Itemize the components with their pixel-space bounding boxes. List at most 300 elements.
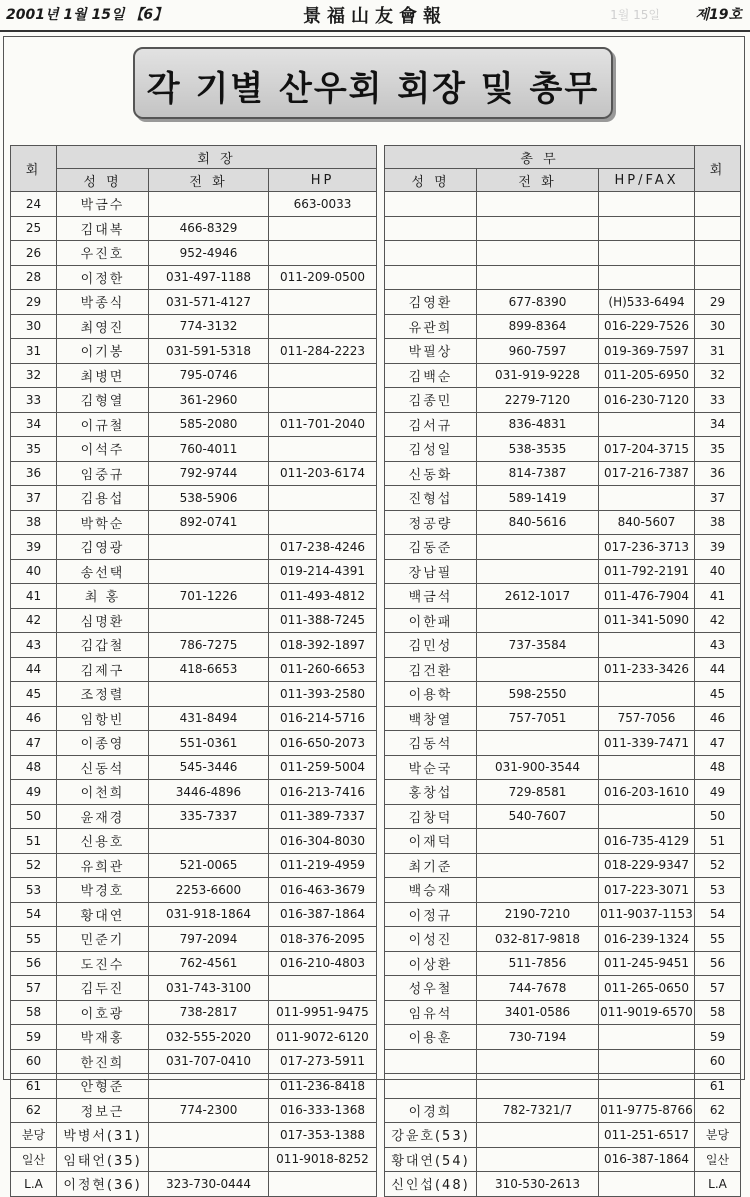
phone-cell <box>149 1074 269 1099</box>
phone-cell: 310-530-2613 <box>477 1172 599 1197</box>
hp-cell <box>269 437 377 462</box>
hp-cell <box>599 486 695 511</box>
table-row <box>11 388 377 413</box>
phone-cell <box>477 1074 599 1099</box>
table-row <box>385 535 741 560</box>
hp-cell <box>599 241 695 266</box>
phone-cell: 730-7194 <box>477 1025 599 1050</box>
president-group-header: 회 장 <box>57 146 377 169</box>
issue-date: 2001년 1월 15일 【6】 <box>6 7 168 23</box>
phone-cell: 782-7321/7 <box>477 1098 599 1123</box>
gen-cell: 분당 <box>695 1123 741 1148</box>
name-cell: 김성일 <box>385 437 477 462</box>
name-cell: 이호광 <box>57 1000 149 1025</box>
hp-cell <box>269 241 377 266</box>
table-row <box>11 878 377 903</box>
hp-cell: 011-233-3426 <box>599 657 695 682</box>
hp-cell: 011-209-0500 <box>269 265 377 290</box>
hp-cell: 018-392-1897 <box>269 633 377 658</box>
hp-cell: 019-214-4391 <box>269 559 377 584</box>
table-row <box>11 1000 377 1025</box>
gen-cell: 38 <box>11 510 57 535</box>
hp-cell: 016-230-7120 <box>599 388 695 413</box>
phone-cell: 786-7275 <box>149 633 269 658</box>
hp-cell <box>269 290 377 315</box>
name-cell: 정보근 <box>57 1098 149 1123</box>
name-cell: 박종식 <box>57 290 149 315</box>
gen-cell: 55 <box>11 927 57 952</box>
gen-cell: 33 <box>11 388 57 413</box>
table-row <box>11 559 377 584</box>
hp-cell <box>269 314 377 339</box>
hp-cell: 011-9019-6570 <box>599 1000 695 1025</box>
name-cell: 최 홍 <box>57 584 149 609</box>
hp-cell: 011-493-4812 <box>269 584 377 609</box>
phone-cell <box>149 1147 269 1172</box>
hp-cell: 011-339-7471 <box>599 731 695 756</box>
table-row <box>385 241 741 266</box>
gen-cell: 45 <box>695 682 741 707</box>
gen-cell: 48 <box>11 755 57 780</box>
phone-cell: 031-571-4127 <box>149 290 269 315</box>
table-row <box>11 1172 377 1197</box>
table-row <box>11 290 377 315</box>
phone-cell: 729-8581 <box>477 780 599 805</box>
name-cell: 김갑철 <box>57 633 149 658</box>
gen-cell: 60 <box>11 1049 57 1074</box>
table-row <box>11 608 377 633</box>
name-cell: 임태언(35) <box>57 1147 149 1172</box>
table-row <box>11 804 377 829</box>
gen-cell: 42 <box>695 608 741 633</box>
name-cell: 진형섭 <box>385 486 477 511</box>
table-row <box>11 682 377 707</box>
table-row <box>385 363 741 388</box>
hp-cell: 016-304-8030 <box>269 829 377 854</box>
gen-cell: 51 <box>11 829 57 854</box>
name-cell: 이정한 <box>57 265 149 290</box>
phone-cell <box>149 1123 269 1148</box>
name-cell: 이정규 <box>385 902 477 927</box>
phone-cell: 538-5906 <box>149 486 269 511</box>
gen-cell: 40 <box>11 559 57 584</box>
hp-cell: 011-9072-6120 <box>269 1025 377 1050</box>
phone-cell: 335-7337 <box>149 804 269 829</box>
gen-header: 회 <box>695 146 741 192</box>
table-row <box>11 1025 377 1050</box>
gen-cell <box>695 216 741 241</box>
phone-cell: 466-8329 <box>149 216 269 241</box>
gen-cell: 43 <box>11 633 57 658</box>
gen-cell: 30 <box>11 314 57 339</box>
hp-cell: 663-0033 <box>269 192 377 217</box>
hp-cell: 011-219-4959 <box>269 853 377 878</box>
name-cell <box>385 265 477 290</box>
gen-header: 회 <box>11 146 57 192</box>
gen-cell: 46 <box>11 706 57 731</box>
gen-cell: 분당 <box>11 1123 57 1148</box>
name-cell: 박병서(31) <box>57 1123 149 1148</box>
gen-cell: 37 <box>11 486 57 511</box>
phone-cell: 031-707-0410 <box>149 1049 269 1074</box>
phone-cell: 031-743-3100 <box>149 976 269 1001</box>
gen-cell: 62 <box>695 1098 741 1123</box>
table-row <box>385 265 741 290</box>
gen-cell: 58 <box>11 1000 57 1025</box>
phone-cell: 545-3446 <box>149 755 269 780</box>
hp-cell <box>599 412 695 437</box>
name-cell: 임항빈 <box>57 706 149 731</box>
table-row <box>385 192 741 217</box>
table-row <box>11 216 377 241</box>
name-cell: 이경희 <box>385 1098 477 1123</box>
name-cell: 김대복 <box>57 216 149 241</box>
name-cell: 심명환 <box>57 608 149 633</box>
table-row <box>11 706 377 731</box>
table-row <box>11 510 377 535</box>
phone-cell: 589-1419 <box>477 486 599 511</box>
hp-cell: 016-214-5716 <box>269 706 377 731</box>
hp-cell: 016-650-2073 <box>269 731 377 756</box>
hp-cell: 017-353-1388 <box>269 1123 377 1148</box>
table-row <box>385 951 741 976</box>
gen-cell: 46 <box>695 706 741 731</box>
table-row <box>385 829 741 854</box>
table-row <box>11 314 377 339</box>
hp-cell: 011-265-0650 <box>599 976 695 1001</box>
gen-cell: 41 <box>11 584 57 609</box>
phone-cell <box>477 1147 599 1172</box>
name-cell: 김종민 <box>385 388 477 413</box>
hp-cell: 011-388-7245 <box>269 608 377 633</box>
gen-cell: 61 <box>11 1074 57 1099</box>
name-cell: 유희관 <box>57 853 149 878</box>
phone-cell: 2190-7210 <box>477 902 599 927</box>
table-row <box>385 559 741 584</box>
hp-cell <box>599 633 695 658</box>
gen-cell: 31 <box>695 339 741 364</box>
table-row <box>11 1098 377 1123</box>
table-row <box>11 1049 377 1074</box>
hp-cell: 016-387-1864 <box>269 902 377 927</box>
phone-cell: 3446-4896 <box>149 780 269 805</box>
table-row <box>385 682 741 707</box>
phone-cell <box>149 682 269 707</box>
table-row <box>11 780 377 805</box>
hp-cell: 018-229-9347 <box>599 853 695 878</box>
name-cell: 신용호 <box>57 829 149 854</box>
table-row <box>385 731 741 756</box>
table-row <box>11 363 377 388</box>
name-cell: 최영진 <box>57 314 149 339</box>
hp-cell <box>599 216 695 241</box>
table-row <box>385 1074 741 1099</box>
table-row <box>385 388 741 413</box>
name-cell: 이정현(36) <box>57 1172 149 1197</box>
secretary-table <box>384 145 741 1197</box>
name-cell: 김민성 <box>385 633 477 658</box>
phone-cell: 538-3535 <box>477 437 599 462</box>
table-row <box>11 339 377 364</box>
hp-cell: 011-792-2191 <box>599 559 695 584</box>
hp-cell: 016-213-7416 <box>269 780 377 805</box>
name-cell: 김영환 <box>385 290 477 315</box>
name-cell: 박순국 <box>385 755 477 780</box>
name-cell: 신동석 <box>57 755 149 780</box>
table-row <box>385 412 741 437</box>
name-cell: 김창덕 <box>385 804 477 829</box>
table-row <box>11 755 377 780</box>
hp-cell: 016-463-3679 <box>269 878 377 903</box>
page-header <box>0 0 750 32</box>
table-row <box>11 657 377 682</box>
gen-cell <box>695 192 741 217</box>
table-row <box>385 461 741 486</box>
hp-cell <box>599 265 695 290</box>
phone-cell <box>477 192 599 217</box>
issue-number: 제19호 <box>695 7 742 23</box>
name-cell: 임유석 <box>385 1000 477 1025</box>
hp-cell <box>269 486 377 511</box>
phone-cell: 2279-7120 <box>477 388 599 413</box>
phone-cell <box>149 608 269 633</box>
table-row <box>385 780 741 805</box>
name-cell: 최기준 <box>385 853 477 878</box>
gen-cell: 35 <box>695 437 741 462</box>
name-cell: 강윤호(53) <box>385 1123 477 1148</box>
name-cell: 안형준 <box>57 1074 149 1099</box>
name-cell: 김건환 <box>385 657 477 682</box>
name-cell: 정공량 <box>385 510 477 535</box>
phone-header: 전 화 <box>477 169 599 192</box>
table-row <box>11 976 377 1001</box>
hp-cell <box>269 976 377 1001</box>
hp-cell: 840-5607 <box>599 510 695 535</box>
gen-cell: 47 <box>695 731 741 756</box>
phone-cell: 540-7607 <box>477 804 599 829</box>
name-cell <box>385 1074 477 1099</box>
phone-cell: 762-4561 <box>149 951 269 976</box>
table-row <box>385 584 741 609</box>
name-cell: 김용섭 <box>57 486 149 511</box>
name-cell: 이용학 <box>385 682 477 707</box>
name-header: 성 명 <box>385 169 477 192</box>
table-row <box>385 633 741 658</box>
hp-cell: 011-284-2223 <box>269 339 377 364</box>
phone-cell: 744-7678 <box>477 976 599 1001</box>
gen-cell: 56 <box>11 951 57 976</box>
table-row <box>385 1025 741 1050</box>
table-row <box>385 1000 741 1025</box>
hp-cell <box>599 1172 695 1197</box>
phone-cell <box>477 216 599 241</box>
phone-cell <box>149 192 269 217</box>
gen-cell: 52 <box>695 853 741 878</box>
gen-cell: 32 <box>11 363 57 388</box>
hp-cell: 017-204-3715 <box>599 437 695 462</box>
gen-cell: 59 <box>695 1025 741 1050</box>
gen-cell: 50 <box>11 804 57 829</box>
table-row <box>11 486 377 511</box>
gen-cell: 56 <box>695 951 741 976</box>
gen-cell: 34 <box>695 412 741 437</box>
gen-cell: 49 <box>11 780 57 805</box>
name-cell: 도진수 <box>57 951 149 976</box>
name-cell: 박학순 <box>57 510 149 535</box>
hp-cell: 017-236-3713 <box>599 535 695 560</box>
name-cell: 조정렬 <box>57 682 149 707</box>
name-cell <box>385 216 477 241</box>
name-cell: 백창열 <box>385 706 477 731</box>
gen-cell: L.A <box>11 1172 57 1197</box>
gen-cell: 49 <box>695 780 741 805</box>
name-cell: 장남필 <box>385 559 477 584</box>
gen-cell: 52 <box>11 853 57 878</box>
gen-cell: 39 <box>695 535 741 560</box>
gen-cell: 58 <box>695 1000 741 1025</box>
phone-cell <box>477 559 599 584</box>
name-cell: 박금수 <box>57 192 149 217</box>
name-cell: 황대연(54) <box>385 1147 477 1172</box>
table-row <box>11 265 377 290</box>
table-row <box>385 878 741 903</box>
name-cell <box>385 192 477 217</box>
president-table <box>10 145 377 1197</box>
gen-cell: 24 <box>11 192 57 217</box>
hp-cell <box>269 363 377 388</box>
table-row <box>385 216 741 241</box>
phone-header: 전 화 <box>149 169 269 192</box>
hp-cell: 016-239-1324 <box>599 927 695 952</box>
gen-cell: 44 <box>11 657 57 682</box>
gen-cell: 28 <box>11 265 57 290</box>
phone-cell: 797-2094 <box>149 927 269 952</box>
hp-cell <box>599 1049 695 1074</box>
table-row <box>385 1098 741 1123</box>
secretary-group-header: 총 무 <box>385 146 695 169</box>
phone-cell: 418-6653 <box>149 657 269 682</box>
name-cell: 홍창섭 <box>385 780 477 805</box>
table-row <box>11 192 377 217</box>
phone-cell <box>477 535 599 560</box>
phone-cell: 551-0361 <box>149 731 269 756</box>
gen-cell: 32 <box>695 363 741 388</box>
hp-cell: 019-369-7597 <box>599 339 695 364</box>
hp-cell: 017-223-3071 <box>599 878 695 903</box>
gen-cell: 35 <box>11 437 57 462</box>
phone-cell: 840-5616 <box>477 510 599 535</box>
table-row <box>11 461 377 486</box>
table-row <box>385 657 741 682</box>
name-cell: 민준기 <box>57 927 149 952</box>
hp-cell: (H)533-6494 <box>599 290 695 315</box>
phone-cell: 2612-1017 <box>477 584 599 609</box>
gen-cell <box>695 265 741 290</box>
name-cell: 이석주 <box>57 437 149 462</box>
table-row <box>11 584 377 609</box>
table-row <box>385 902 741 927</box>
gen-cell: 29 <box>695 290 741 315</box>
name-cell: 윤재경 <box>57 804 149 829</box>
phone-cell: 774-3132 <box>149 314 269 339</box>
name-cell: 김영광 <box>57 535 149 560</box>
phone-cell: 738-2817 <box>149 1000 269 1025</box>
table-row <box>385 755 741 780</box>
table-row <box>385 314 741 339</box>
phone-cell <box>477 829 599 854</box>
hp-cell: 011-341-5090 <box>599 608 695 633</box>
phone-cell: 760-4011 <box>149 437 269 462</box>
gen-cell: 54 <box>695 902 741 927</box>
name-cell: 김서규 <box>385 412 477 437</box>
phone-cell: 960-7597 <box>477 339 599 364</box>
table-row <box>385 608 741 633</box>
hp-cell: 011-9951-9475 <box>269 1000 377 1025</box>
gen-cell: 62 <box>11 1098 57 1123</box>
gen-cell: 39 <box>11 535 57 560</box>
hp-cell <box>599 1025 695 1050</box>
name-cell: 최병면 <box>57 363 149 388</box>
phone-cell: 3401-0586 <box>477 1000 599 1025</box>
gen-cell: 26 <box>11 241 57 266</box>
hp-cell: 011-476-7904 <box>599 584 695 609</box>
hp-cell: 011-245-9451 <box>599 951 695 976</box>
table-row <box>11 927 377 952</box>
phone-cell <box>477 657 599 682</box>
phone-cell: 795-0746 <box>149 363 269 388</box>
name-cell: 임중규 <box>57 461 149 486</box>
gen-cell: 57 <box>695 976 741 1001</box>
gen-cell: 44 <box>695 657 741 682</box>
hp-cell: 011-9018-8252 <box>269 1147 377 1172</box>
gen-cell: 60 <box>695 1049 741 1074</box>
gen-cell: 41 <box>695 584 741 609</box>
bleed-through-text: 1월 15일 <box>610 8 660 22</box>
hp-cell: 011-701-2040 <box>269 412 377 437</box>
gen-cell: 54 <box>11 902 57 927</box>
phone-cell: 757-7051 <box>477 706 599 731</box>
gen-cell: 48 <box>695 755 741 780</box>
phone-cell: 032-817-9818 <box>477 927 599 952</box>
name-cell: 이천희 <box>57 780 149 805</box>
phone-cell <box>149 829 269 854</box>
name-cell: 박필상 <box>385 339 477 364</box>
hp-cell <box>599 1074 695 1099</box>
gen-cell: 일산 <box>695 1147 741 1172</box>
phone-cell <box>149 559 269 584</box>
hp-cell: 011-393-2580 <box>269 682 377 707</box>
name-cell <box>385 241 477 266</box>
gen-cell: 53 <box>11 878 57 903</box>
phone-cell: 521-0065 <box>149 853 269 878</box>
name-cell: 한진희 <box>57 1049 149 1074</box>
name-cell: 성우철 <box>385 976 477 1001</box>
phone-cell: 899-8364 <box>477 314 599 339</box>
phone-cell: 032-555-2020 <box>149 1025 269 1050</box>
title-banner <box>133 47 613 119</box>
gen-cell: 38 <box>695 510 741 535</box>
table-row <box>11 951 377 976</box>
phone-cell: 598-2550 <box>477 682 599 707</box>
phone-cell <box>477 878 599 903</box>
phone-cell: 774-2300 <box>149 1098 269 1123</box>
gen-cell: 51 <box>695 829 741 854</box>
table-row <box>385 927 741 952</box>
gen-cell: 33 <box>695 388 741 413</box>
gen-cell: 53 <box>695 878 741 903</box>
hp-cell: 011-203-6174 <box>269 461 377 486</box>
hp-cell: 011-259-5004 <box>269 755 377 780</box>
